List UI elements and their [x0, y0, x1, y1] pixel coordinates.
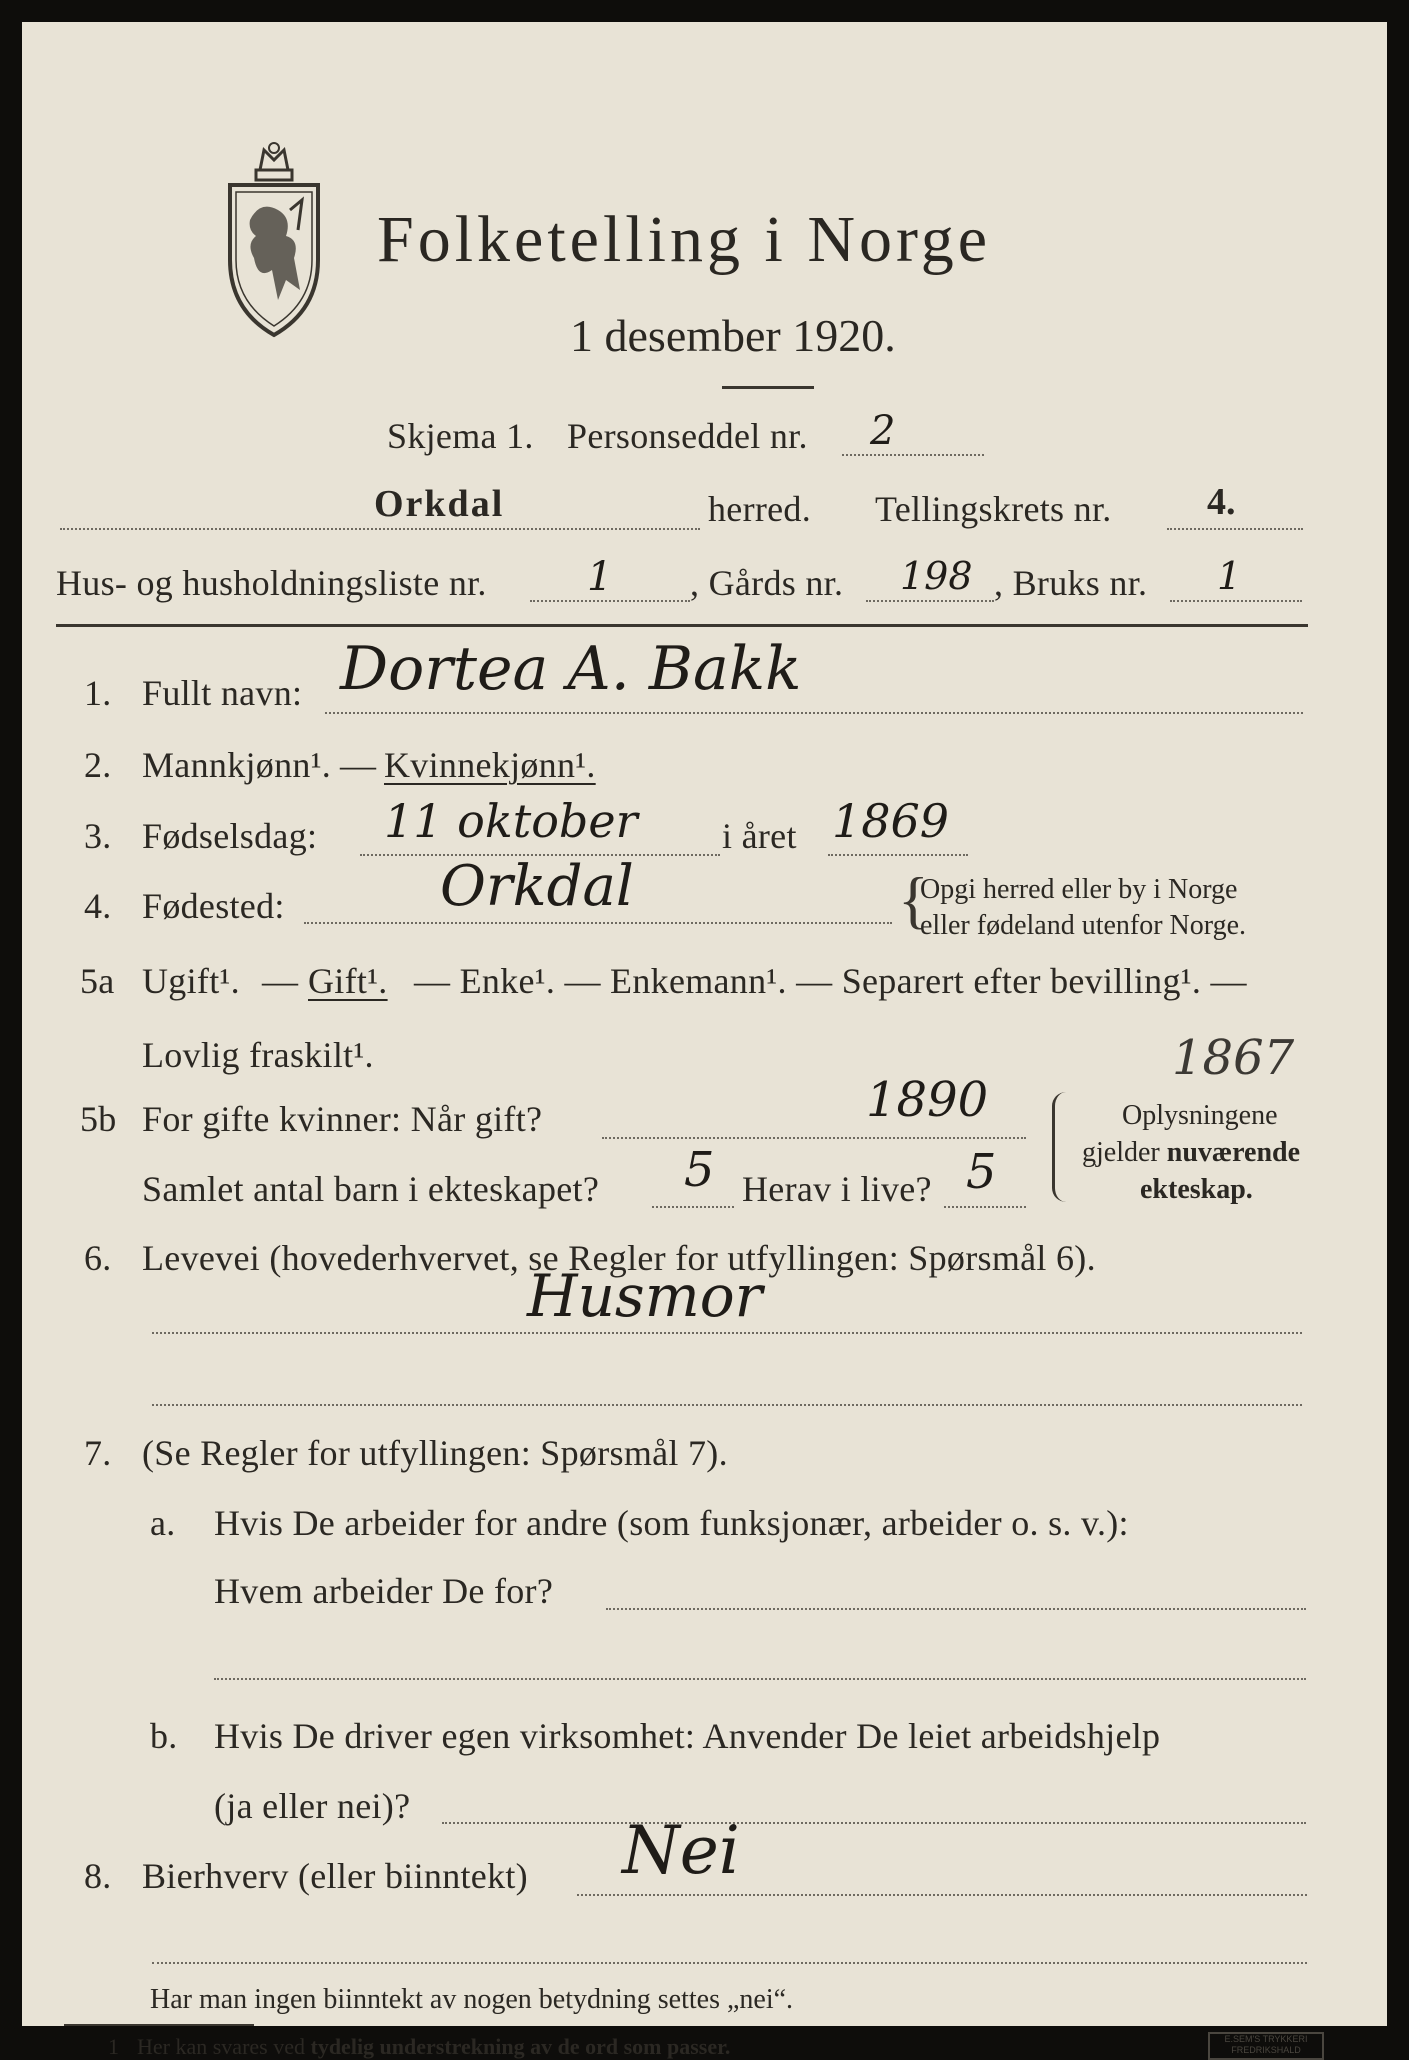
q7b-text: Hvis De driver egen virksomhet: Anvender De leiet arbeidshjelp [214, 1716, 1161, 1756]
q7-label: (Se Regler for utfyllingen: Spørsmål 7). [142, 1433, 728, 1473]
q1-full-name[interactable]: Dortea A. Bakk [340, 634, 802, 704]
q5b-number: 5b [80, 1099, 117, 1139]
q8-line2 [152, 1962, 1307, 1964]
census-date: 1 desember 1920. [570, 310, 896, 361]
q6-number: 6. [84, 1238, 112, 1278]
q8-side-income[interactable]: Nei [622, 1812, 740, 1889]
q3-label: Fødselsdag: [142, 816, 318, 856]
q5b-note-line3: ekteskap. [1140, 1174, 1253, 1205]
q7b-text2: (ja eller nei)? [214, 1786, 411, 1826]
q5a-other-options[interactable]: — Enke¹. — Enkemann¹. — Separert efter bevilling¹. — [414, 961, 1247, 1001]
q3-year-label: i året [722, 816, 797, 856]
footnote [108, 2034, 730, 2060]
title-divider [722, 386, 814, 389]
footnote-number: 1 [108, 2034, 119, 2059]
gards-value[interactable]: 198 [900, 554, 973, 598]
q4-label: Fødested: [142, 886, 285, 926]
q6-occupation[interactable]: Husmor [527, 1262, 763, 1330]
q5b-bracket [1052, 1092, 1069, 1202]
q8-label: Bierhverv (eller biinntekt) [142, 1856, 528, 1896]
q5b-note-line1: Oplysningene [1122, 1100, 1278, 1131]
q1-line [325, 712, 1303, 714]
q5b-alive-line [944, 1206, 1026, 1208]
q5b-children-count[interactable]: 5 [684, 1142, 715, 1198]
q5b-children-line [652, 1206, 734, 1208]
q7-number: 7. [84, 1433, 112, 1473]
personseddel-value[interactable]: 2 [870, 408, 896, 454]
q2-number: 2. [84, 745, 112, 785]
header-divider [56, 624, 1308, 627]
q8-line [577, 1894, 1307, 1896]
gards-line [866, 600, 994, 602]
hus-label: Hus- og husholdningsliste nr. [56, 563, 487, 603]
q5b-alive-count[interactable]: 5 [966, 1144, 997, 1200]
tellingskrets-line [1167, 528, 1303, 530]
q1-label: Fullt navn: [142, 673, 303, 713]
hus-value[interactable]: 1 [587, 554, 613, 600]
q4-note-line1: Opgi herred eller by i Norge [920, 874, 1238, 905]
q5a-number: 5a [80, 961, 115, 1001]
q4-note-line2: eller fødeland utenfor Norge. [920, 910, 1247, 941]
q6-line2 [152, 1404, 1302, 1406]
coat-of-arms-icon [220, 140, 328, 340]
q7a-text: Hvis De arbeider for andre (som funksjonær, arbeider o. s. v.): [214, 1503, 1129, 1543]
personseddel-line [842, 454, 984, 456]
q4-line [304, 922, 892, 924]
q5a-dash: — [262, 961, 299, 1001]
printer-line2: FREDRIKSHALD [1231, 2045, 1301, 2055]
herred-value[interactable]: Orkdal [374, 483, 505, 525]
q2-dash: — [340, 745, 377, 785]
tellingskrets-value[interactable]: 4. [1207, 481, 1236, 523]
q5b-note-nuvaerende: nuværende [1166, 1137, 1301, 1168]
herred-line [60, 528, 700, 530]
personseddel-label: Personseddel nr. [567, 416, 808, 456]
q3-number: 3. [84, 816, 112, 856]
q5a-ugift[interactable]: Ugift¹. [142, 961, 240, 1001]
q7a-line2 [214, 1678, 1306, 1680]
q2-male[interactable]: Mannkjønn¹. [142, 745, 332, 785]
q3-birth-year[interactable]: 1869 [832, 794, 950, 848]
census-form [22, 22, 1387, 2059]
q5b-label: For gifte kvinner: Når gift? [142, 1099, 543, 1139]
q8-number: 8. [84, 1856, 112, 1896]
footnote-text-a: Her kan svares ved [137, 2034, 311, 2059]
q2-female-underlined[interactable]: Kvinnekjønn¹. [384, 745, 596, 785]
q5a-gift-underlined[interactable]: Gift¹. [308, 961, 388, 1001]
q5a-margin-note: 1867 [1172, 1030, 1295, 1086]
q3-year-line [828, 854, 968, 856]
q6-label: Levevei (hovederhvervet, se Regler for utfyllingen: Spørsmål 6). [142, 1238, 1096, 1278]
printer-stamp [1208, 2032, 1324, 2060]
q5a-fraskilt[interactable]: Lovlig fraskilt¹. [142, 1035, 374, 1075]
schema-label: Skjema 1. [387, 416, 534, 456]
footnote-text-b: tydelig understrekning av de ord som passer. [310, 2034, 731, 2059]
gards-label: , Gårds nr. [690, 563, 844, 603]
bruks-label: , Bruks nr. [994, 563, 1148, 603]
form-title: Folketelling i Norge [377, 203, 992, 276]
bruks-line [1170, 600, 1302, 602]
footer-note: Har man ingen biinntekt av nogen betydning settes „nei“. [150, 1984, 794, 2015]
q5b-note-line2 [1082, 1137, 1300, 1169]
bruks-value[interactable]: 1 [1217, 554, 1242, 598]
q6-line1 [152, 1332, 1302, 1334]
q7a-text2: Hvem arbeider De for? [214, 1571, 554, 1611]
q1-number: 1. [84, 673, 112, 713]
q7a-line1 [606, 1608, 1306, 1610]
q5b-children-label: Samlet antal barn i ekteskapet? [142, 1169, 600, 1209]
q3-birthday[interactable]: 11 oktober [384, 794, 638, 848]
herred-label: herred. [708, 489, 812, 529]
tellingskrets-label: Tellingskrets nr. [875, 489, 1112, 529]
hus-line [530, 600, 690, 602]
q4-number: 4. [84, 886, 112, 926]
q7b-letter: b. [150, 1716, 178, 1756]
q4-brace: { [898, 864, 929, 935]
q7b-line [442, 1822, 1306, 1824]
printer-line1: E.SEM'S TRYKKERI [1224, 2034, 1308, 2044]
q5b-alive-label: Herav i live? [742, 1169, 932, 1209]
q7a-letter: a. [150, 1503, 176, 1543]
q5b-note-gjelder: gjelder [1082, 1137, 1167, 1168]
q4-birthplace[interactable]: Orkdal [440, 854, 634, 919]
q5b-married-line [602, 1137, 1026, 1139]
footnote-divider [64, 2024, 254, 2026]
q5b-married-year[interactable]: 1890 [866, 1072, 989, 1128]
